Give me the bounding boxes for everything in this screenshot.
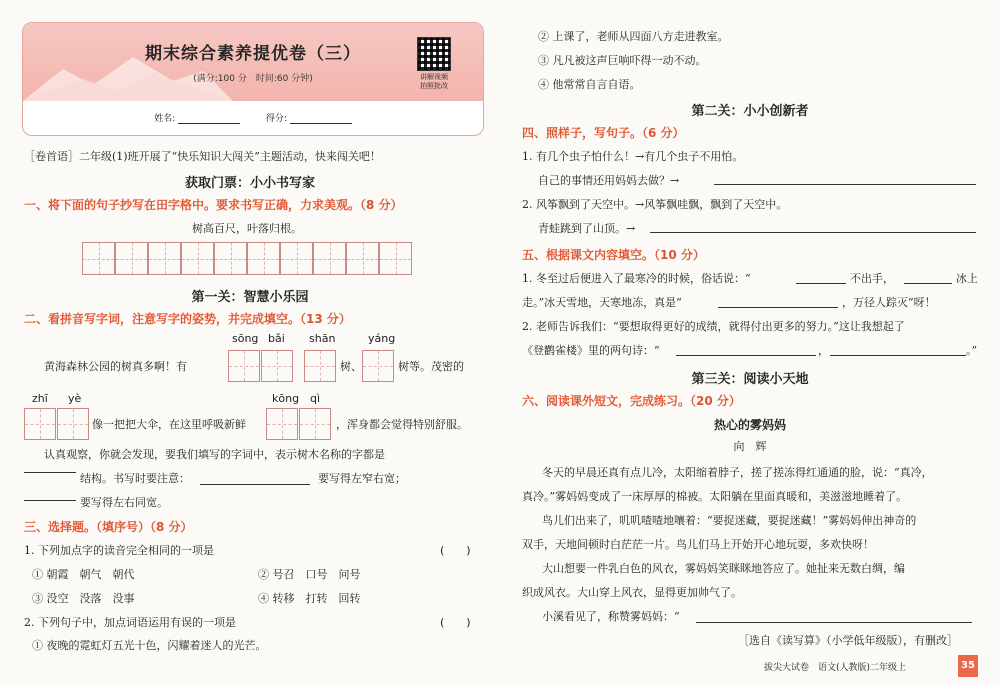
q4-2-answer-line[interactable] [650,232,976,233]
blank-structure[interactable] [24,460,76,473]
exam-header [22,22,484,136]
article-title: 热心的雾妈妈 [713,418,786,432]
q4-1-example: 1. 有几个虫子怕什么！→有几个虫子不用怕。 [522,150,744,163]
article-p3-line2: 织成风衣。大山穿上风衣，显得更加帅气了。 [522,586,742,599]
answer-box-ye[interactable] [57,408,89,440]
q3-1-opt4: ④ 转移 打转 回转 [258,592,361,605]
q3-1-opt3: ③ 没空 没落 没事 [32,592,135,605]
level3-title: 第三关：阅读小天地 [691,372,809,387]
q5-1-b: 不出手， [850,272,894,285]
score-label: 得分: [265,114,287,124]
article-author: 向 辉 [733,440,767,453]
q5-1-e: ，万径人踪灭”呀！ [842,296,936,309]
grid-cell[interactable] [346,242,379,275]
grid-cell[interactable] [313,242,346,275]
q6-title: 六、阅读课外短文，完成练习。（20 分） [522,394,741,408]
q5-1-c: 冰上 [956,272,978,285]
q4-1-answer-line[interactable] [714,184,976,185]
q5-1-blank1[interactable] [796,270,846,284]
q2-line4-a: 结构。书写时要注意： [80,472,190,485]
page-number: 35 [958,655,978,677]
q5-1-blank3[interactable] [718,294,838,308]
article-p3-line1: 大山想要一件乳白色的风衣，雾妈妈笑眯眯地答应了。她扯来无数白绸，编 [542,562,905,575]
grid-cell[interactable] [214,242,247,275]
footer-text: 拔尖大试卷 语文(人教版)二年级上 [764,663,907,673]
answer-box-shan[interactable] [304,350,336,382]
q4-2-example: 2. 风筝飘到了天空中。→风筝飘哇飘，飘到了天空中。 [522,198,788,211]
q4-2-question: 青蛙跳到了山顶。→ [538,222,636,235]
q1-title: 一、将下面的句子抄写在田字格中。要求书写正确，力求美观。（8 分） [24,198,403,212]
blank-left-narrow[interactable] [200,470,310,485]
q2-line1-c: 树等。茂密的 [398,360,464,373]
article-p4: 小溪看见了，称赞雾妈妈：“ [542,610,680,623]
grid-cell[interactable] [247,242,280,275]
preface: ［卷首语］二年级(1)班开展了“快乐知识大闯关”主题活动，快来闯关吧！ [24,150,381,163]
article-p1-line2: 真冷。”雾妈妈变成了一床厚厚的棉被。太阳躺在里面真暖和，美滋滋地睡着了。 [522,490,908,503]
q4-title: 四、照样子，写句子。（6 分） [522,126,685,140]
pinyin-kong: kōng [272,392,300,405]
q3-1: 1. 下列加点字的读音完全相同的一项是 [24,544,214,557]
article-source: ［选自《读写算》（小学低年级版），有删改］ [738,634,958,647]
q5-2-b: 《登鹳雀楼》里的两句诗：“ [522,344,660,357]
article-p1-line1: 冬天的早晨还真有点儿冷，太阳缩着脖子，搓了搓冻得红通通的脸，说：“真冷， [542,466,933,479]
answer-box-kong[interactable] [266,408,298,440]
grid-cell[interactable] [148,242,181,275]
qr-code-icon[interactable] [417,37,451,71]
q3-2-opt2: ② 上课了，老师从四面八方走进教室。 [538,30,729,43]
pinyin-bai: bǎi [268,332,285,345]
q2-line2-b: ，浑身都会觉得特别舒服。 [336,418,468,431]
q3-2-answer[interactable]: ( ) [440,616,471,629]
q3-2-opt1: ① 夜晚的霓虹灯五光十色，闪耀着迷人的光芒。 [32,639,267,652]
pinyin-yang: yáng [368,332,396,345]
level2-title: 第二关：小小创新者 [691,104,809,119]
q5-2-a: 2. 老师告诉我们：“要想取得更好的成绩，就得付出更多的努力。”这让我想起了 [522,320,905,333]
q5-2-blank1[interactable] [676,342,816,356]
pinyin-zhi: zhī [32,392,48,405]
answer-box-qi[interactable] [299,408,331,440]
name-label: 姓名: [154,114,176,124]
q5-2-blank2[interactable] [830,342,966,356]
q2-line1-a: 黄海森林公园的树真多啊！有 [44,360,187,373]
ticket-title: 获取门票：小小书写家 [184,176,315,191]
blank-same-width[interactable] [24,486,76,501]
q5-2-d: 。” [966,344,978,357]
score-field[interactable] [290,113,352,124]
answer-box-bai[interactable] [261,350,293,382]
pinyin-qi: qì [310,392,321,405]
article-p4-blank[interactable] [696,608,972,623]
q3-2: 2. 下列句子中，加点词语运用有误的一项是 [24,616,236,629]
q5-title: 五、根据课文内容填空。（10 分） [522,248,705,262]
name-score-row [23,111,483,124]
level1-title: 第一关：智慧小乐园 [191,290,309,305]
q1-sentence: 树高百尺，叶落归根。 [192,222,302,235]
grid-cell[interactable] [82,242,115,275]
q2-line5: 要写得左右同宽。 [80,496,168,509]
q2-line2-a: 像一把把大伞，在这里呼吸新鲜 [92,418,246,431]
q4-1-question: 自己的事情还用妈妈去做？→ [538,174,680,187]
name-field[interactable] [178,113,240,124]
q5-1-blank2[interactable] [904,270,952,284]
q5-1-d: 走。”冰天雪地，天寒地冻，真是“ [522,296,682,309]
grid-cell[interactable] [115,242,148,275]
pinyin-shan: shān [309,332,336,345]
right-page [500,0,1000,685]
answer-box-song[interactable] [228,350,260,382]
q2-line4-b: 要写得左窄右宽； [318,472,406,485]
q3-2-opt3: ③ 凡凡被这声巨响吓得一动不动。 [538,54,707,67]
q5-1-a: 1. 冬至过后便进入了最寒冷的时候，俗话说：“ [522,272,751,285]
q3-title: 三、选择题。（填序号）（8 分） [24,520,193,534]
q2-line3: 认真观察，你就会发现，要我们填写的字词中，表示树木名称的字都是 [44,448,385,461]
grid-cell[interactable] [379,242,412,275]
pinyin-song: sōng [232,332,259,345]
q3-1-opt1: ① 朝霞 朝气 朝代 [32,568,135,581]
answer-box-zhi[interactable] [24,408,56,440]
q3-2-opt4: ④ 他常常自言自语。 [538,78,641,91]
grid-cell[interactable] [280,242,313,275]
q3-1-opt2: ② 号召 口号 问号 [258,568,361,581]
exam-subtitle: (满分:100 分 时间:60 分钟) [193,74,313,84]
article-p2-line2: 双手，天地间顿时白茫茫一片。鸟儿们马上开始开心地玩耍，多欢快呀！ [522,538,874,551]
article-p2-line1: 鸟儿们出来了，叽叽喳喳地嚷着：“要捉迷藏，要捉迷藏！”雾妈妈伸出神奇的 [542,514,917,527]
exam-title: 期末综合素养提优卷（三） [145,44,361,64]
grid-cell[interactable] [181,242,214,275]
q2-title: 二、看拼音写字词，注意写字的姿势，并完成填空。（13 分） [24,312,351,326]
q2-line1-b: 树、 [340,360,362,373]
q5-2-c: ， [818,344,829,357]
qr-caption: 讲解视频 拍照批改 [420,73,448,90]
q3-1-answer[interactable]: ( ) [440,544,471,557]
answer-box-yang[interactable] [362,350,394,382]
pinyin-ye: yè [68,392,82,405]
